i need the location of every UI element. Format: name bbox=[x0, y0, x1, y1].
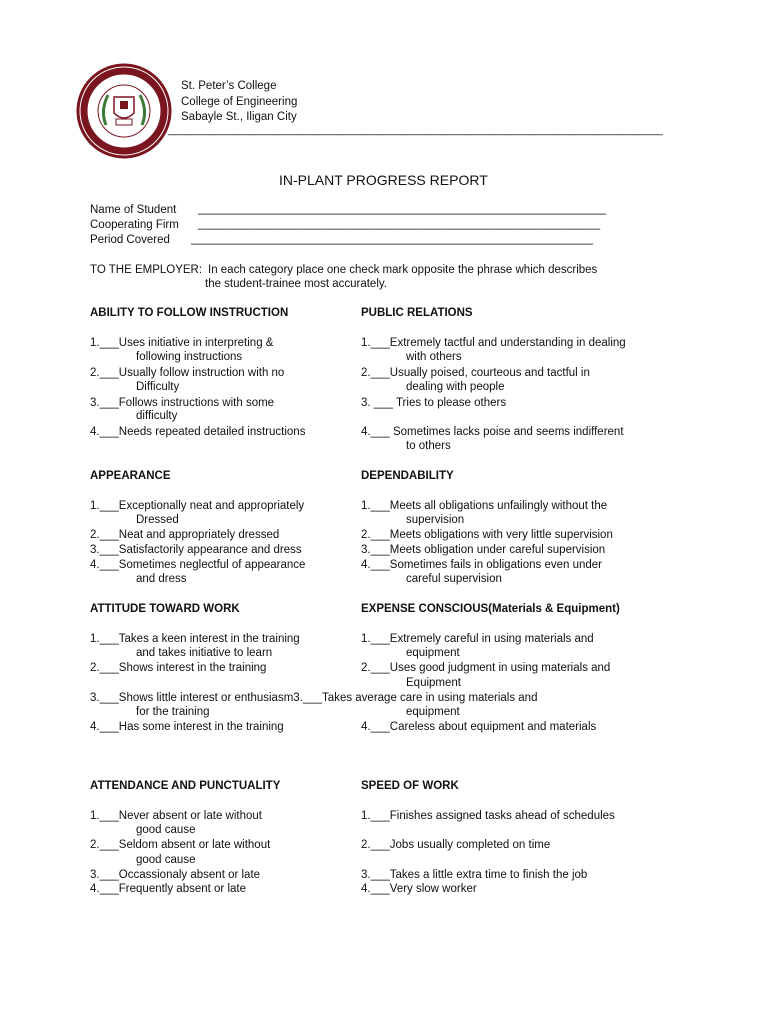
ability-option-3-cont: difficulty bbox=[136, 410, 178, 422]
field-blank-period[interactable]: ___________________________________________________________________ bbox=[191, 233, 593, 245]
expense-option-2-cont: Equipment bbox=[406, 677, 461, 689]
expense-option-1-cont: equipment bbox=[406, 647, 460, 659]
appearance-option-1[interactable]: 1.___Exceptionally neat and appropriately bbox=[90, 500, 305, 512]
attitude-option-4[interactable]: 4.___Has some interest in the training bbox=[90, 721, 284, 733]
ability-option-2-cont: Difficulty bbox=[136, 381, 180, 393]
appearance-option-2[interactable]: 2.___Neat and appropriately dressed bbox=[90, 529, 280, 541]
ability-option-2[interactable]: 2.___Usually follow instruction with no bbox=[90, 367, 285, 379]
college-department: College of Engineering bbox=[181, 96, 298, 108]
field-blank-student[interactable]: ____________________________________________________________________ bbox=[198, 203, 606, 215]
instructions-line2: the student-trainee most accurately. bbox=[205, 278, 387, 290]
speed-option-2[interactable]: 2.___Jobs usually completed on time bbox=[361, 839, 551, 851]
appearance-option-3[interactable]: 3.___Satisfactorily appearance and dress bbox=[90, 544, 302, 556]
appearance-option-1-cont: Dressed bbox=[136, 514, 179, 526]
attitude-option-3-expense-option-3[interactable]: 3.___Shows little interest or enthusiasm3.___Takes average care in using materials and bbox=[90, 692, 538, 704]
instructions-line1: In each category place one check mark opposite the phrase which describes bbox=[208, 264, 598, 276]
field-label-firm: Cooperating Firm bbox=[90, 219, 179, 231]
header-rule: _____________________________________________________________________________________ bbox=[168, 124, 663, 136]
page-title: IN-PLANT PROGRESS REPORT bbox=[279, 172, 488, 188]
attendance-option-2[interactable]: 2.___Seldom absent or late without bbox=[90, 839, 271, 851]
dependability-option-3[interactable]: 3.___Meets obligation under careful supervision bbox=[361, 544, 606, 556]
dependability-option-4[interactable]: 4.___Sometimes fails in obligations even under bbox=[361, 559, 603, 571]
field-label-student: Name of Student bbox=[90, 204, 177, 216]
speed-option-1[interactable]: 1.___Finishes assigned tasks ahead of schedules bbox=[361, 810, 615, 822]
pr-option-2-cont: dealing with people bbox=[406, 381, 505, 393]
section-title-expense: EXPENSE CONSCIOUS(Materials & Equipment) bbox=[361, 603, 620, 615]
ability-option-1[interactable]: 1.___Uses initiative in interpreting & bbox=[90, 337, 274, 349]
appearance-option-4[interactable]: 4.___Sometimes neglectful of appearance bbox=[90, 559, 306, 571]
ability-option-1-cont: following instructions bbox=[136, 351, 243, 363]
dependability-option-2[interactable]: 2.___Meets obligations with very little supervision bbox=[361, 529, 613, 541]
attendance-option-3[interactable]: 3.___Occassionaly absent or late bbox=[90, 869, 261, 881]
college-name: St. Peter’s College bbox=[181, 80, 277, 92]
pr-option-3[interactable]: 3. ___ Tries to please others bbox=[361, 397, 507, 409]
instructions-lead: TO THE EMPLOYER: bbox=[90, 264, 203, 276]
pr-option-1-cont: with others bbox=[406, 351, 462, 363]
section-title-ability: ABILITY TO FOLLOW INSTRUCTION bbox=[90, 307, 289, 319]
pr-option-4[interactable]: 4.___ Sometimes lacks poise and seems indifferent bbox=[361, 426, 624, 438]
expense-option-2[interactable]: 2.___Uses good judgment in using materials and bbox=[361, 662, 611, 674]
attendance-option-4[interactable]: 4.___Frequently absent or late bbox=[90, 883, 246, 895]
attitude-option-3-cont: for the training bbox=[136, 706, 210, 718]
attendance-option-2-cont: good cause bbox=[136, 854, 196, 866]
section-title-speed: SPEED OF WORK bbox=[361, 780, 459, 792]
pr-option-4-cont: to others bbox=[406, 440, 451, 452]
pr-option-1[interactable]: 1.___Extremely tactful and understanding in dealing bbox=[361, 337, 626, 349]
attitude-option-2[interactable]: 2.___Shows interest in the training bbox=[90, 662, 267, 674]
college-seal-logo bbox=[76, 63, 172, 159]
section-title-attitude: ATTITUDE TOWARD WORK bbox=[90, 603, 240, 615]
speed-option-3[interactable]: 3.___Takes a little extra time to finish the job bbox=[361, 869, 588, 881]
expense-option-1[interactable]: 1.___Extremely careful in using materials and bbox=[361, 633, 594, 645]
attendance-option-1-cont: good cause bbox=[136, 824, 196, 836]
attitude-option-1-cont: and takes initiative to learn bbox=[136, 647, 273, 659]
section-title-appearance: APPEARANCE bbox=[90, 470, 171, 482]
field-label-period: Period Covered bbox=[90, 234, 170, 246]
ability-option-4[interactable]: 4.___Needs repeated detailed instructions bbox=[90, 426, 306, 438]
section-title-public-relations: PUBLIC RELATIONS bbox=[361, 307, 473, 319]
section-title-dependability: DEPENDABILITY bbox=[361, 470, 454, 482]
attendance-option-1[interactable]: 1.___Never absent or late without bbox=[90, 810, 262, 822]
section-title-attendance: ATTENDANCE AND PUNCTUALITY bbox=[90, 780, 281, 792]
pr-option-2[interactable]: 2.___Usually poised, courteous and tactful in bbox=[361, 367, 590, 379]
college-address: Sabayle St., Iligan City bbox=[181, 111, 297, 123]
expense-option-4[interactable]: 4.___Careless about equipment and materials bbox=[361, 721, 597, 733]
field-blank-firm[interactable]: ___________________________________________________________________ bbox=[198, 218, 600, 230]
expense-option-3-cont: equipment bbox=[406, 706, 460, 718]
speed-option-4[interactable]: 4.___Very slow worker bbox=[361, 883, 477, 895]
dependability-option-1-cont: supervision bbox=[406, 514, 465, 526]
ability-option-3[interactable]: 3.___Follows instructions with some bbox=[90, 397, 275, 409]
appearance-option-4-cont: and dress bbox=[136, 573, 187, 585]
attitude-option-1[interactable]: 1.___Takes a keen interest in the training bbox=[90, 633, 300, 645]
dependability-option-1[interactable]: 1.___Meets all obligations unfailingly without the bbox=[361, 500, 608, 512]
dependability-option-4-cont: careful supervision bbox=[406, 573, 502, 585]
